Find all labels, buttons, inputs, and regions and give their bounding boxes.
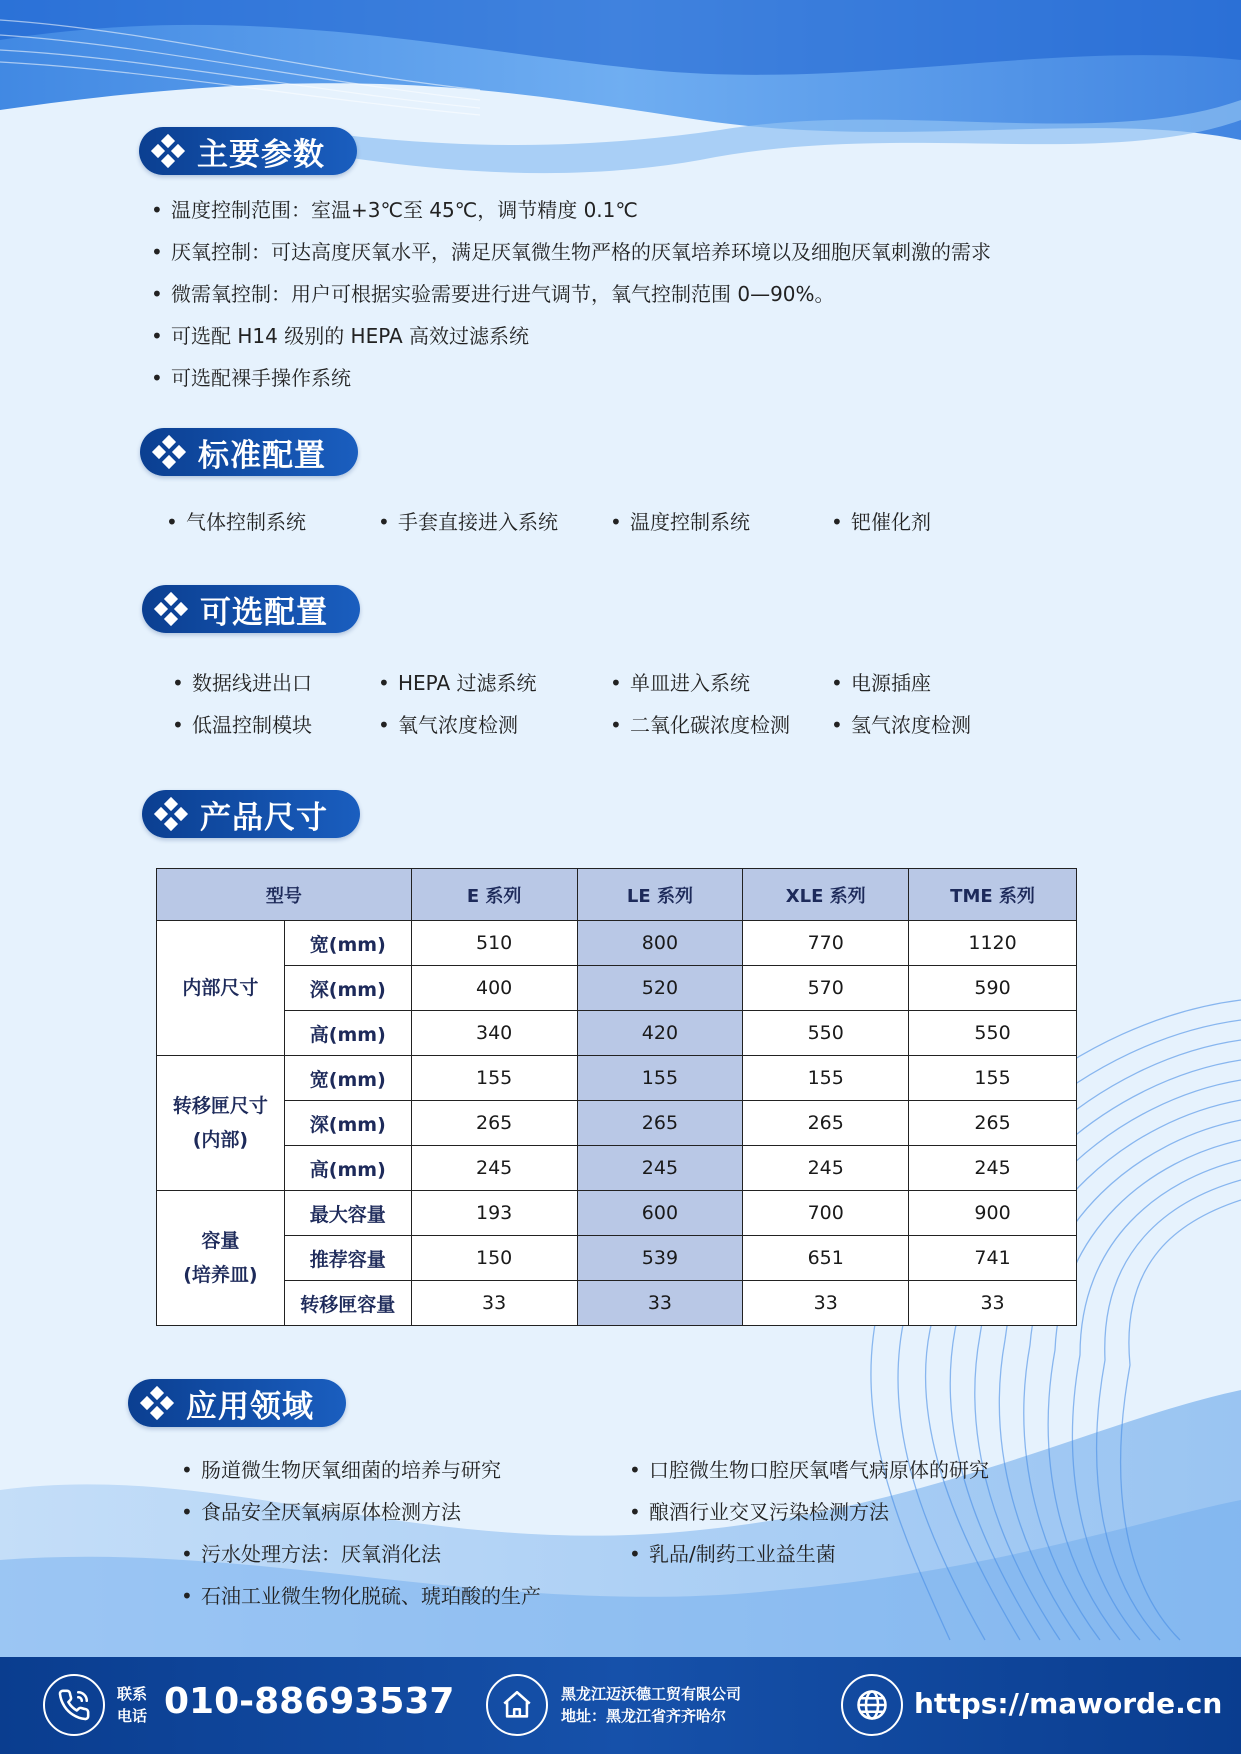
home-icon [486, 1674, 548, 1736]
table-cell: 651 [743, 1236, 909, 1281]
table-cell: 700 [743, 1191, 909, 1236]
table-cell: 550 [743, 1011, 909, 1056]
table-cell: 155 [743, 1056, 909, 1101]
table-cell: 570 [743, 966, 909, 1011]
table-cell: 510 [411, 921, 577, 966]
section-header-application [128, 1379, 346, 1427]
company-name: 黑龙江迈沃德工贸有限公司 [561, 1685, 742, 1703]
table-cell: 420 [577, 1011, 743, 1056]
footer [0, 1657, 1241, 1754]
row-label: 高(mm) [284, 1011, 411, 1056]
group-label: 容量 (培养皿) [157, 1191, 285, 1326]
table-cell: 1120 [909, 921, 1077, 966]
list-item: • 电源插座 [831, 668, 931, 698]
list-item: • 低温控制模块 [172, 710, 312, 740]
table-cell: 155 [577, 1056, 743, 1101]
table-cell: 539 [577, 1236, 743, 1281]
table-cell: 400 [411, 966, 577, 1011]
list-item: • 温度控制范围：室温+3℃至 45℃，调节精度 0.1℃ [151, 189, 991, 231]
table-row [157, 1236, 1077, 1281]
table-row [157, 1191, 1077, 1236]
phone-number: 010-88693537 [164, 1681, 455, 1722]
table-cell: 245 [577, 1146, 743, 1191]
row-label: 宽(mm) [284, 921, 411, 966]
group-label: 转移匣尺寸 (内部) [157, 1056, 285, 1191]
diamond-icon [156, 799, 186, 829]
row-label: 最大容量 [284, 1191, 411, 1236]
section-title: 可选配置 [200, 594, 328, 631]
size-table [156, 868, 1077, 1326]
table-cell: 340 [411, 1011, 577, 1056]
list-item: • 酿酒行业交叉污染检测方法 [629, 1491, 989, 1533]
table-cell: 245 [411, 1146, 577, 1191]
list-item: • 厌氧控制：可达高度厌氧水平，满足厌氧微生物严格的厌氧培养环境以及细胞厌氧刺激的需求 [151, 231, 991, 273]
table-cell: 800 [577, 921, 743, 966]
diamond-icon [142, 1388, 172, 1418]
group-label: 内部尺寸 [157, 921, 285, 1056]
list-item: • HEPA 过滤系统 [378, 668, 537, 698]
table-row [157, 1011, 1077, 1056]
list-item: • 温度控制系统 [610, 507, 750, 537]
section-header-optional [142, 585, 360, 633]
section-title: 主要参数 [197, 136, 325, 173]
table-row [157, 966, 1077, 1011]
phone-icon [43, 1674, 105, 1736]
company-info [561, 1683, 741, 1727]
diamond-icon [154, 437, 184, 467]
globe-icon [841, 1674, 903, 1736]
row-label: 推荐容量 [284, 1236, 411, 1281]
table-cell: 245 [743, 1146, 909, 1191]
diamond-icon [153, 136, 183, 166]
list-item: • 手套直接进入系统 [378, 507, 558, 537]
list-item: • 二氧化碳浓度检测 [610, 710, 790, 740]
phone-label: 联系 电话 [117, 1685, 148, 1725]
list-item: • 单皿进入系统 [610, 668, 750, 698]
header-cell: XLE 系列 [743, 869, 909, 921]
list-item: • 氧气浓度检测 [378, 710, 518, 740]
list-item: • 污水处理方法：厌氧消化法 [181, 1533, 541, 1575]
list-item: • 乳品/制药工业益生菌 [629, 1533, 989, 1575]
section-title: 产品尺寸 [200, 799, 328, 836]
section-title: 标准配置 [198, 437, 326, 474]
table-row [157, 1101, 1077, 1146]
row-label: 深(mm) [284, 966, 411, 1011]
list-item: • 氢气浓度检测 [831, 710, 971, 740]
header-cell: E 系列 [411, 869, 577, 921]
table-cell: 245 [909, 1146, 1077, 1191]
table-cell: 33 [743, 1281, 909, 1326]
table-cell: 550 [909, 1011, 1077, 1056]
table-cell: 33 [411, 1281, 577, 1326]
table-cell: 155 [411, 1056, 577, 1101]
section-header-size [142, 790, 360, 838]
table-cell: 590 [909, 966, 1077, 1011]
table-cell: 770 [743, 921, 909, 966]
header-cell: LE 系列 [577, 869, 743, 921]
params-list [151, 189, 991, 399]
table-row [157, 1281, 1077, 1326]
row-label: 深(mm) [284, 1101, 411, 1146]
table-cell: 33 [577, 1281, 743, 1326]
row-label: 高(mm) [284, 1146, 411, 1191]
list-item: • 微需氧控制：用户可根据实验需要进行进气调节，氧气控制范围 0—90%。 [151, 273, 991, 315]
section-header-params [139, 127, 357, 175]
table-cell: 520 [577, 966, 743, 1011]
table-row [157, 921, 1077, 966]
table-row [157, 1056, 1077, 1101]
table-cell: 265 [411, 1101, 577, 1146]
table-cell: 600 [577, 1191, 743, 1236]
list-item: • 钯催化剂 [831, 507, 931, 537]
table-header-row [157, 869, 1077, 921]
list-item: • 石油工业微生物化脱硫、琥珀酸的生产 [181, 1575, 541, 1617]
table-row [157, 1146, 1077, 1191]
table-cell: 193 [411, 1191, 577, 1236]
table-cell: 900 [909, 1191, 1077, 1236]
table-cell: 265 [909, 1101, 1077, 1146]
table-cell: 741 [909, 1236, 1077, 1281]
header-cell: TME 系列 [909, 869, 1077, 921]
application-list-left [181, 1449, 541, 1617]
list-item: • 口腔微生物口腔厌氧嗜气病原体的研究 [629, 1449, 989, 1491]
row-label: 转移匣容量 [284, 1281, 411, 1326]
website-link[interactable]: https://maworde.cn [914, 1687, 1223, 1720]
list-item: • 数据线进出口 [172, 668, 312, 698]
header-cell: 型号 [157, 869, 412, 921]
list-item: • 气体控制系统 [166, 507, 306, 537]
table-cell: 33 [909, 1281, 1077, 1326]
table-cell: 265 [743, 1101, 909, 1146]
row-label: 宽(mm) [284, 1056, 411, 1101]
company-address: 地址：黑龙江省齐齐哈尔 [561, 1707, 727, 1725]
section-title: 应用领域 [186, 1388, 314, 1425]
table-cell: 265 [577, 1101, 743, 1146]
application-list-right [629, 1449, 989, 1575]
table-cell: 150 [411, 1236, 577, 1281]
list-item: • 食品安全厌氧病原体检测方法 [181, 1491, 541, 1533]
list-item: • 肠道微生物厌氧细菌的培养与研究 [181, 1449, 541, 1491]
list-item: • 可选配裸手操作系统 [151, 357, 991, 399]
list-item: • 可选配 H14 级别的 HEPA 高效过滤系统 [151, 315, 991, 357]
diamond-icon [156, 594, 186, 624]
section-header-standard [140, 428, 358, 476]
table-cell: 155 [909, 1056, 1077, 1101]
